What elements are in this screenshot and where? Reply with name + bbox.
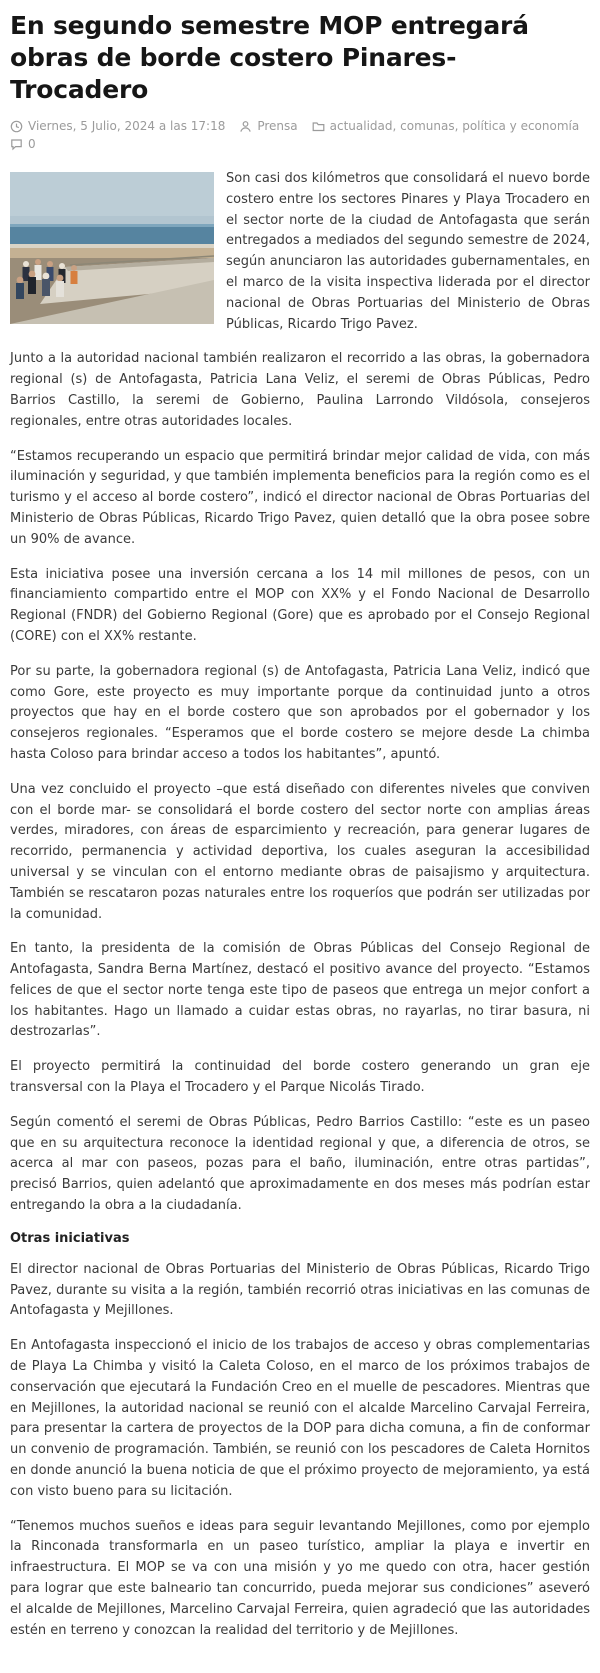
paragraph: Una vez concluido el proyecto –que está diseñado con diferentes niveles que conviven con el borde mar- se consolidará el borde costero del sector norte con amplias áreas verdes, miradores, con áreas de esparcimiento y recreación, para generar lugares de recorrido, permanencia y actividad deportiva, los cuales aseguran la accesibilidad universal y se vinculan con el entorno mediante obras de paisajismo y arquitectura. También se rescataron pozas naturales entre los roqueríos que podrán ser utilizadas por la comunidad. xyxy=(10,781,590,922)
meta-comments[interactable] xyxy=(10,137,36,151)
paragraph: Junto a la autoridad nacional también realizaron el recorrido a las obras, la gobernadora regional (s) de Antofagasta, Patricia Lana Veliz, el seremi de Obras Públicas, Pedro Barrios Castillo, la seremi de Gobierno, Paulina Larrondo Vildósola, consejeros regionales, entre otras autoridades locales. xyxy=(10,351,590,429)
meta-author-label: Prensa xyxy=(257,119,298,133)
paragraph: El director nacional de Obras Portuarias del Ministerio de Obras Públicas, Ricardo Trigo Pavez, durante su visita a la región, también recorrió otras iniciativas en las comunas de Antofagasta y Mejillones. xyxy=(10,1261,590,1319)
paragraph: “Tenemos muchos sueños e ideas para seguir levantando Mejillones, como por ejemplo la Rinconada transformarla en un paseo turístico, ampliar la playa e invertir en infraestructura. El MOP se va con una misión y yo me quedo con otra, hacer gestión para lograr que este balneario tan concurrido, pueda mejorar sus condiciones” aseveró el alcalde de Mejillones, Marcelino Carvajal Ferreira, quien agradeció que las autoridades estén en terreno y conozcan la realidad del territorio y de Mejillones. xyxy=(10,1518,590,1638)
folder-icon xyxy=(312,120,325,133)
paragraph: Son casi dos kilómetros que consolidará el nuevo borde costero entre los sectores Pinares y Playa Trocadero en el sector norte de la ciudad de Antofagasta que serán entregados a mediados del segundo semestre de 2024, según anunciaron las autoridades gubernamentales, en el marco de la visita inspectiva liderada por el director nacional de Obras Portuarias del Ministerio de Obras Públicas, Ricardo Trigo Pavez. xyxy=(226,171,590,332)
paragraph: Por su parte, la gobernadora regional (s) de Antofagasta, Patricia Lana Veliz, indicó que como Gore, este proyecto es muy importante porque da continuidad junto a otros proyectos que hay en el borde costero que son aprobados por el gobernador y los consejeros regionales. “Esperamos que el borde costero se mejore desde La chimba hasta Coloso para brindar acceso a todos los habitantes”, apuntó. xyxy=(10,663,590,762)
paragraph: En tanto, la presidenta de la comisión de Obras Públicas del Consejo Regional de Antofagasta, Sandra Berna Martínez, destacó el positivo avance del proyecto. “Estamos felices de que el sector norte tenga este tipo de paseos que entrega un mejor confort a los habitantes. Hago un llamado a cuidar estas obras, no rayarlas, no tirar basura, ni destrozarlas”. xyxy=(10,941,590,1040)
meta-author[interactable] xyxy=(239,119,297,133)
paragraph: En Antofagasta inspeccionó el inicio de los trabajos de acceso y obras complementarias de Playa La Chimba y visitó la Caleta Coloso, en el marco de los próximos trabajos de conservación que ejecutará la Fundación Creo en el muelle de pescadores. Mientras que en Mejillones, la autoridad nacional se reunió con el alcalde Marcelino Carvajal Ferreira, para presentar la cartera de proyectos de la DOP para dicha comuna, a fin de conformar un convenio de programación. También, se reunió con los pescadores de Caleta Hornitos en donde anunció la buena noticia de que el próximo proyecto de mejoramiento, ya está con visto bueno para su licitación. xyxy=(10,1338,590,1499)
paragraph: Esta iniciativa posee una inversión cercana a los 14 mil millones de pesos, con un financiamiento compartido entre el MOP con XX% y el Fondo Nacional de Desarrollo Regional (FNDR) del Gobierno Regional (Gore) que es aprobado por el Consejo Regional (CORE) con el XX% restante. xyxy=(10,566,590,644)
subheading-otras-iniciativas: Otras iniciativas xyxy=(10,1230,130,1246)
article-body xyxy=(10,169,590,1641)
clock-icon xyxy=(10,120,23,133)
meta-date xyxy=(10,119,225,133)
paragraph: Según comentó el seremi de Obras Públicas, Pedro Barrios Castillo: “este es un paseo que en su arquitectura reconoce la identidad regional y que, a diferencia de otros, se acerca al mar con paseos, pozas para el baño, iluminación, entre otras partidas”, precisó Barrios, quien adelantó que aproximadamente en dos meses más podrían estar entregando la obra a la ciudadanía. xyxy=(10,1114,590,1214)
comment-icon xyxy=(10,138,23,151)
article-photo xyxy=(10,172,214,324)
meta-categories-label: actualidad, comunas, política y economía xyxy=(329,119,580,133)
user-icon xyxy=(239,120,252,133)
article-meta xyxy=(10,119,590,151)
meta-categories[interactable] xyxy=(312,119,580,133)
meta-comments-count: 0 xyxy=(28,137,36,151)
paragraph: “Estamos recuperando un espacio que permitirá brindar mejor calidad de vida, con más iluminación y seguridad, y que también implementa beneficios para la región como es el turismo y el acceso al borde costero”, indicó el director nacional de Obras Portuarias del Ministerio de Obras Públicas, Ricardo Trigo Pavez, quien detalló que la obra posee sobre un 90% de avance. xyxy=(10,448,590,547)
page-title: En segundo semestre MOP entregará obras de borde costero Pinares-Trocadero xyxy=(10,11,529,104)
paragraph: El proyecto permitirá la continuidad del borde costero generando un gran eje transversal con la Playa el Trocadero y el Parque Nicolás Tirado. xyxy=(10,1059,590,1096)
meta-date-label: Viernes, 5 Julio, 2024 a las 17:18 xyxy=(28,119,226,133)
